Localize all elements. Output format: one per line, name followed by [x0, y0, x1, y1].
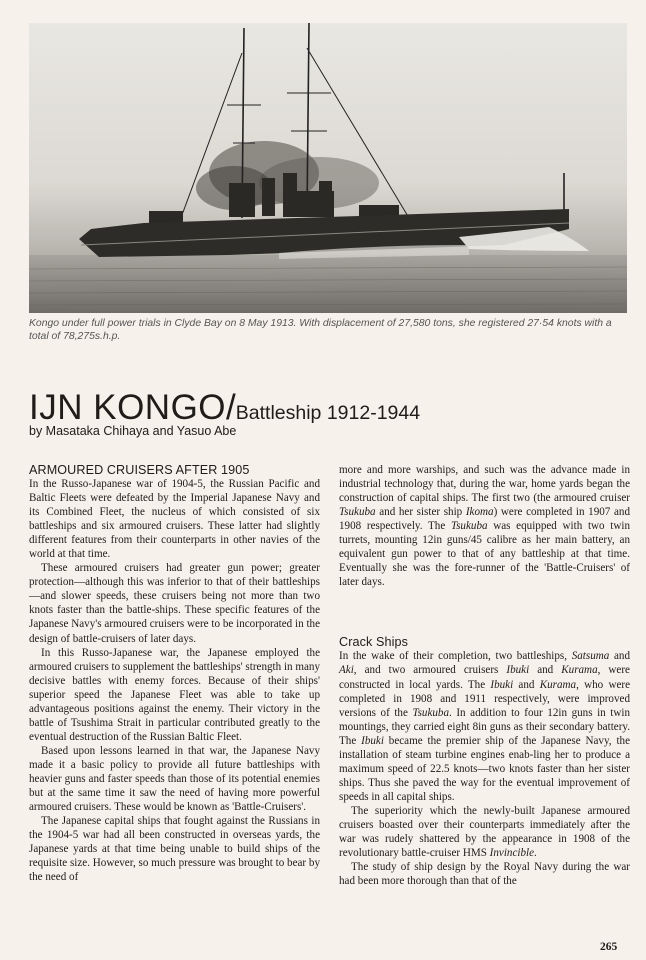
- ship-name: Ibuki: [490, 678, 514, 691]
- ship-name: Ibuki: [506, 664, 530, 677]
- paragraph: In the wake of their completion, two battleships, Satsuma and Aki, and two armoured cruisers Ibuki and Kurama, were constructed in local yards. The Ibuki and Kurama, who were completed in 1908 and 1911 respectively, were improved versions of the Tsukuba. In addition to four 12in guns in twin mountings, they carried eight 8in guns as their secondary battery. The Ibuki became the premier ship of the Japanese Navy, the installation of steam turbine engines enab-ling her to produce a maximum speed of 22.5 knots—two knots faster than her sister ships. Thus she paved the way for the eventual improvement of speeds in all capital ships.: [339, 650, 631, 803]
- paragraph: The study of ship design by the Royal Navy during the war had been more thorough than that of the: [339, 861, 630, 888]
- ship-name: Invincible: [489, 847, 535, 860]
- ship-name: Tsukuba: [450, 520, 488, 533]
- paragraph: These armoured cruisers had greater gun power; greater protection—although this was inferior to that of their battleships—and slower speeds, these cruisers being not more than two knots faster than the battle-ships. These specific features of the Japanese Navy's armoured cruisers were to be incorporated in the design of battle-cruisers of later days.: [29, 562, 320, 645]
- column-left: [29, 463, 320, 884]
- ship-name: Tsukuba: [412, 706, 450, 719]
- ship-name: Satsuma: [571, 650, 610, 663]
- section-heading-crack-ships: Crack Ships: [339, 635, 408, 650]
- ship-name: Ibuki: [361, 734, 384, 747]
- paragraph: In the Russo-Japanese war of 1904-5, the Russian Pacific and Baltic Fleets were defeated by the Imperial Japanese Navy and its Combined Fleet, the nucleus of which consisted of six battleships and six armoured cruisers. These latter had slightly different features from their counterparts in other navies of the world at that time.: [29, 478, 320, 561]
- paragraph: The Japanese capital ships that fought against the Russians in the 1904-5 war had all been constructed in overseas yards, the Japanese yards at that time being unable to build ships of the requisite size. However, so much pressure was brought to bear by the need of: [29, 815, 320, 884]
- battleship-photo: [29, 23, 627, 313]
- title-separator: /: [226, 388, 236, 427]
- ship-name: Kurama: [561, 664, 598, 677]
- ship-name: Kurama: [539, 678, 577, 691]
- ship-illustration: [29, 23, 627, 313]
- page-number: 265: [600, 941, 618, 953]
- article-title: [29, 388, 420, 428]
- section-heading-armoured-cruisers: ARMOURED CRUISERS AFTER 1905: [29, 463, 250, 477]
- ship-name: Aki: [339, 664, 354, 677]
- paragraph: more and more warships, and such was the advance made in industrial technology that, during the war, home yards began the construction of capital ships. The first two (the armoured cruiser Tsukuba and her sister ship Ikoma) were completed in 1907 and 1908 respectively. The Tsukuba was equipped with two twin turrets, mounting 12in guns/45 calibre as her main battery, an equivalent gun power to that of any battleship at that time. Eventually she was the fore-runner of the 'Battle-Cruisers' of later days.: [339, 464, 630, 589]
- ship-name: Ikoma: [465, 506, 494, 519]
- byline: by Masataka Chihaya and Yasuo Abe: [29, 424, 237, 438]
- title-subtitle: Battleship 1912-1944: [235, 402, 421, 424]
- paragraph: The superiority which the newly-built Japanese armoured cruisers boasted over their counterparts immediately after the war was rudely shattered by the appearance in 1908 of the revolutionary battle-cruiser HMS Invincible.: [339, 804, 630, 860]
- paragraph: In this Russo-Japanese war, the Japanese employed the armoured cruisers to supplement the battleships' strength in many decisive battles with enemy forces. Because of their ships' superior speed the Japanese Fleet was able to take up advantageous positions against the enemy. Their victory in the battle of Tsushima Strait in particular contributed greatly to the eventual destruction of the Russian Baltic Fleet.: [29, 646, 320, 743]
- column-right: [339, 463, 630, 888]
- photo-caption: Kongo under full power trials in Clyde Bay on 8 May 1913. With displacement of 27,580 tons, she registered 27·54 knots with a total of 78,275s.h.p.: [29, 318, 612, 342]
- ship-name: Tsukuba: [339, 506, 376, 519]
- paragraph: Based upon lessons learned in that war, the Japanese Navy made it a basic policy to provide all future battleships with heavier guns and faster speeds than those of its potential enemies but at the same time it saw the need of having more powerful armoured cruisers. These would be known as 'Battle-Cruisers'.: [29, 744, 320, 814]
- title-main: IJN KONGO: [29, 388, 227, 427]
